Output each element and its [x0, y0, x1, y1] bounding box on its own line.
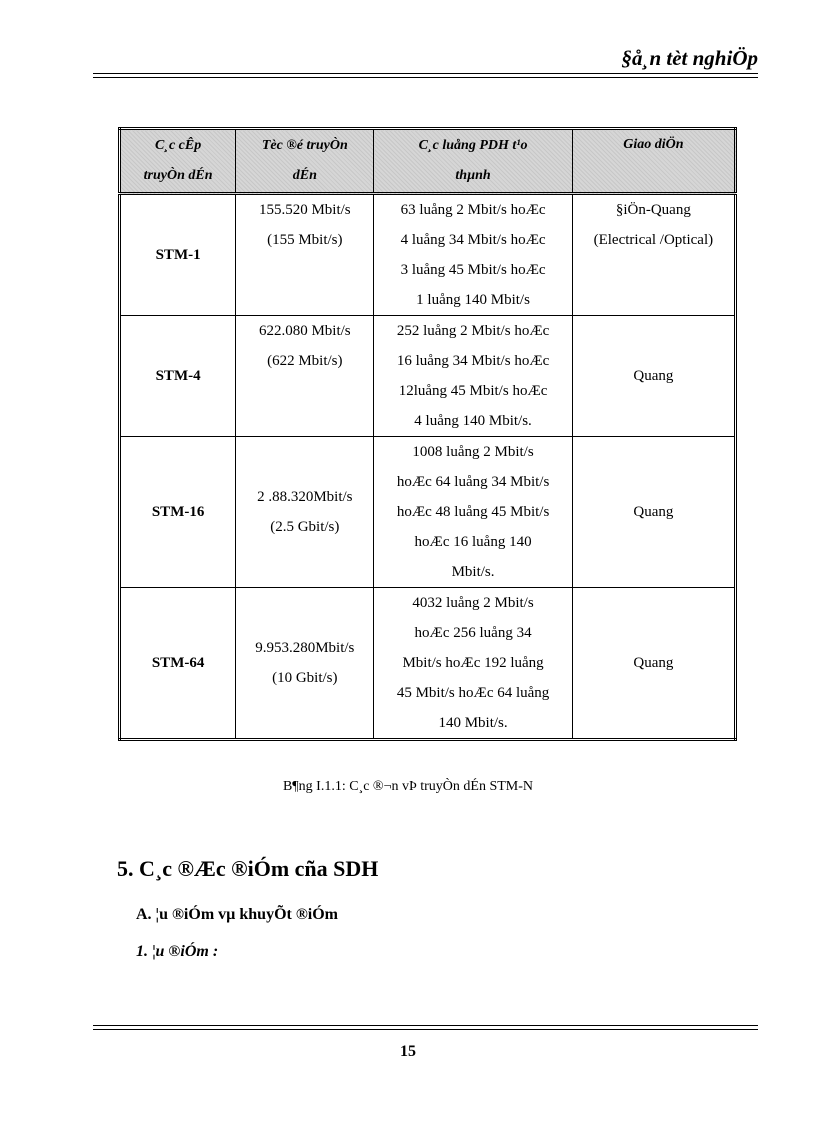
cell-rate: 2 .88.320Mbit/s (2.5 Gbit/s) [236, 437, 374, 588]
cell-rate: 622.080 Mbit/s (622 Mbit/s) [236, 316, 374, 437]
running-header: §å¸n tèt nghiÖp [621, 46, 758, 70]
cell-pdh: 252 luång 2 Mbit/s hoÆc 16 luång 34 Mbit/s hoÆc 12luång 45 Mbit/s hoÆc 4 luång 140 Mbit/s. [374, 316, 572, 437]
table-caption: B¶ng I.1.1: C¸c ®¬n vÞ truyÒn dÉn STM-N [282, 779, 534, 794]
subsection-heading: A. ¦u ®iÓm vµ khuyÕt ®iÓm [136, 906, 339, 923]
table-row [120, 588, 736, 740]
cell-level: STM-64 [120, 588, 236, 740]
column-header-interface: Giao diÖn [572, 129, 735, 194]
table-header-row [120, 129, 736, 194]
cell-pdh: 63 luång 2 Mbit/s hoÆc 4 luång 34 Mbit/s hoÆc 3 luång 45 Mbit/s hoÆc 1 luång 140 Mbit/s [374, 194, 572, 316]
cell-interface: §iÖn-Quang (Electrical /Optical) [572, 194, 735, 316]
column-header-level: C¸c cÊp truyÒn dÉn [120, 129, 236, 194]
cell-interface: Quang [572, 437, 735, 588]
column-header-rate: Tèc ®é truyÒn dÉn [236, 129, 374, 194]
item-heading: 1. ¦u ®iÓm : [136, 943, 219, 960]
column-header-pdh: C¸c luång PDH t¹o thµnh [374, 129, 572, 194]
section-heading: 5. C¸c ®Æc ®iÓm cña SDH [117, 856, 379, 881]
page-number: 15 [400, 1043, 416, 1060]
cell-pdh: 1008 luång 2 Mbit/s hoÆc 64 luång 34 Mbit/s hoÆc 48 luång 45 Mbit/s hoÆc 16 luång 140 Mbit/s. [374, 437, 572, 588]
cell-interface: Quang [572, 316, 735, 437]
cell-level: STM-1 [120, 194, 236, 316]
table-row [120, 437, 736, 588]
cell-interface: Quang [572, 588, 735, 740]
cell-rate: 9.953.280Mbit/s (10 Gbit/s) [236, 588, 374, 740]
table-row [120, 194, 736, 316]
cell-pdh: 4032 luång 2 Mbit/s hoÆc 256 luång 34 Mbit/s hoÆc 192 luång 45 Mbit/s hoÆc 64 luång 140 Mbit/s. [374, 588, 572, 740]
table-row [120, 316, 736, 437]
footer-rule [93, 1025, 758, 1030]
cell-rate: 155.520 Mbit/s (155 Mbit/s) [236, 194, 374, 316]
cell-level: STM-16 [120, 437, 236, 588]
header-rule [93, 73, 758, 78]
cell-level: STM-4 [120, 316, 236, 437]
stm-levels-table [118, 127, 737, 741]
